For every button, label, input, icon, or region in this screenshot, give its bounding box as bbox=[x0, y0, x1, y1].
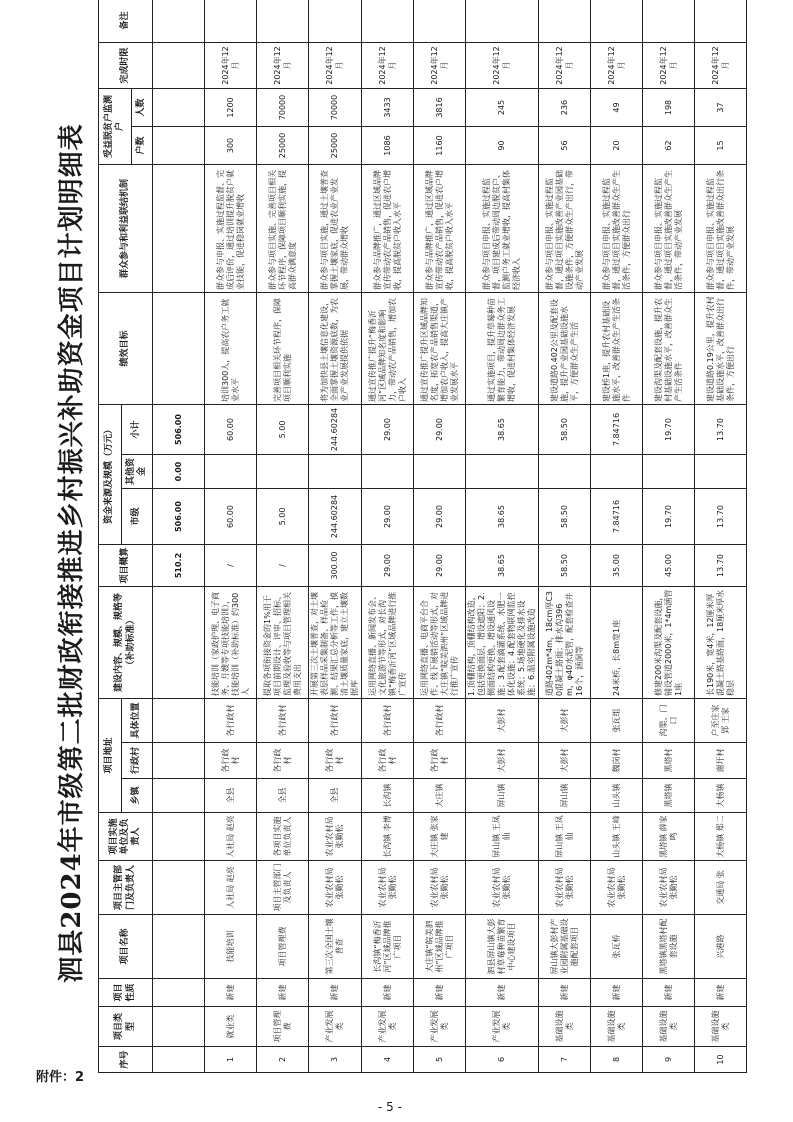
cell-other bbox=[257, 455, 309, 489]
cell-seq: 1 bbox=[205, 1047, 257, 1073]
cell-households: 56 bbox=[539, 127, 591, 165]
cell-seq: 2 bbox=[257, 1047, 309, 1073]
cell-unit: 各项目实施单位负责人 bbox=[257, 813, 309, 861]
cell-households: 90 bbox=[466, 127, 539, 165]
cell-content: 道路402m*4m，18cm厚C30混凝土路面；排水沟396m，φ40水泥管，配套检查井16个，涵洞等 bbox=[539, 587, 591, 699]
cell-name: 第三次全国土壤普查 bbox=[309, 915, 362, 979]
cell-name: 泗县屏山镇大彭村草莓种苗繁育中心建设项目 bbox=[466, 915, 539, 979]
cell-persons: 70000 bbox=[257, 88, 309, 126]
cell-name: 长沟镇“梅香沂河”区域品牌推广项目 bbox=[362, 915, 414, 979]
cell-township: 长沟镇 bbox=[362, 779, 414, 813]
cell-village: 大彭村 bbox=[466, 743, 539, 779]
cell-unit: 大庄镇 张家建 bbox=[414, 813, 466, 861]
cell-deadline: 2024年12月 bbox=[695, 42, 747, 88]
cell-nature: 新建 bbox=[695, 979, 747, 1007]
cell-remark bbox=[362, 0, 414, 42]
header-households: 户数 bbox=[132, 127, 153, 165]
cell-seq: 6 bbox=[466, 1047, 539, 1073]
cell-content: 修建200米沟渠及配套设施，铺设管道2000米，1*4m涵管1座 bbox=[643, 587, 695, 699]
rotated-table-sheet bbox=[46, 11, 746, 1073]
cell-other bbox=[205, 455, 257, 489]
cell-dept: 人社局 赵亮 bbox=[205, 861, 257, 915]
cell-deadline: 2024年12月 bbox=[591, 42, 643, 88]
cell-remark bbox=[257, 0, 309, 42]
cell-budget: 29.00 bbox=[362, 545, 414, 587]
cell-goal: 将为加快县土壤信息化建设，全面掌握土壤资源底数，为农业产业发展提供依据 bbox=[309, 293, 362, 405]
cell-township: 全县 bbox=[257, 779, 309, 813]
cell-goal: 建设沟渠及配套设施，提升农村基础设施水平，改善群众生产生活条件 bbox=[643, 293, 695, 405]
cell-deadline: 2024年12月 bbox=[257, 42, 309, 88]
cell-city: 29.00 bbox=[414, 489, 466, 545]
cell-site: 各行政村 bbox=[309, 699, 362, 743]
cell-goal: 通过宣传推广提升区域品牌知名度，拓宽农产品销售渠道，增加农户收入，提高大庄镇产业发展水平 bbox=[414, 293, 466, 405]
cell-mechanism: 群众参与项目实施，通过土壤普查掌握土壤家底，促进农业产业发展，带动群众增收 bbox=[309, 165, 362, 293]
table-row bbox=[539, 0, 591, 1073]
cell-nature: 新建 bbox=[309, 979, 362, 1007]
cell-site: 各行政村 bbox=[205, 699, 257, 743]
cell-nature: 新建 bbox=[591, 979, 643, 1007]
cell-subtotal: 60.00 bbox=[205, 405, 257, 455]
cell-site: 张瓦组 bbox=[591, 699, 643, 743]
cell-content: 运用网络直播、电商平台合作、线下展销活动等形式，对大庄镇“皖美泗州”区域品牌进行推广宣传 bbox=[414, 587, 466, 699]
cell-deadline: 2024年12月 bbox=[309, 42, 362, 88]
header-city: 市级 bbox=[122, 489, 153, 545]
cell-type: 产业发展类 bbox=[466, 1007, 539, 1047]
cell-subtotal: 29.00 bbox=[362, 405, 414, 455]
cell-persons: 3816 bbox=[414, 88, 466, 126]
cell-mechanism: 群众参与品牌推广，通过区域品牌宣传带动农产品销售，促进农户增收，提高脱贫户收入水平 bbox=[414, 165, 466, 293]
cell-budget: 38.65 bbox=[466, 545, 539, 587]
cell-unit: 山头镇 王峰 bbox=[591, 813, 643, 861]
cell-dept: 农业农村局 张勤松 bbox=[643, 861, 695, 915]
cell-subtotal: 38.65 bbox=[466, 405, 539, 455]
cell-township: 山头镇 bbox=[591, 779, 643, 813]
cell-remark bbox=[414, 0, 466, 42]
cell-village: 各行政村 bbox=[309, 743, 362, 779]
cell-village: 魏岗村 bbox=[591, 743, 643, 779]
cell-type: 产业发展类 bbox=[362, 1007, 414, 1047]
cell-village: 黑塔村 bbox=[643, 743, 695, 779]
cell-deadline: 2024年12月 bbox=[539, 42, 591, 88]
cell-persons: 245 bbox=[466, 88, 539, 126]
attachment-label: 附件：2 bbox=[36, 1070, 85, 1085]
cell-village: 各行政村 bbox=[257, 743, 309, 779]
project-plan-table bbox=[98, 0, 747, 1073]
header-deadline: 完成时限 bbox=[99, 42, 153, 88]
cell-deadline: 2024年12月 bbox=[362, 42, 414, 88]
cell-city: 5.00 bbox=[257, 489, 309, 545]
cell-dept: 农业农村局 张勤松 bbox=[362, 861, 414, 915]
cell-persons: 198 bbox=[643, 88, 695, 126]
cell-households: 1086 bbox=[362, 127, 414, 165]
header-remark: 备注 bbox=[99, 0, 153, 42]
cell-site: 各行政村 bbox=[257, 699, 309, 743]
cell-village: 谢圩村 bbox=[695, 743, 747, 779]
cell-township: 屏山镇 bbox=[539, 779, 591, 813]
cell-content: 24米桥，长8m宽1座 bbox=[591, 587, 643, 699]
header-mechanism: 群众参与和利益联结机制 bbox=[99, 165, 153, 293]
table-row bbox=[205, 0, 257, 1073]
header-unit: 项目实施单位及负责人 bbox=[99, 813, 153, 861]
cell-township: 全县 bbox=[309, 779, 362, 813]
table-row bbox=[414, 0, 466, 1073]
cell-mechanism: 群众参与项目申报、实施过程监督，通过项目实施改善群众生产生活条件，方便群众出行 bbox=[591, 165, 643, 293]
cell-type: 产业发展类 bbox=[309, 1007, 362, 1047]
total-subtotal: 506.00 bbox=[153, 405, 205, 455]
cell-mechanism: 群众参与项目申报、实施过程监督，项目建成后带动周边脱贫户、监测户务工就业增收，提高村集体经济收入 bbox=[466, 165, 539, 293]
header-name: 项目名称 bbox=[99, 915, 153, 979]
cell-deadline: 2024年12月 bbox=[466, 42, 539, 88]
total-row bbox=[153, 0, 205, 1073]
header-village: 行政村 bbox=[122, 743, 153, 779]
cell-city: 7.84716 bbox=[591, 489, 643, 545]
cell-township: 大杨镇 bbox=[695, 779, 747, 813]
cell-other bbox=[643, 455, 695, 489]
cell-unit: 屏山镇 王凤仙 bbox=[539, 813, 591, 861]
cell-nature: 新建 bbox=[362, 979, 414, 1007]
header-goal: 绩效目标 bbox=[99, 293, 153, 405]
cell-households: 25000 bbox=[309, 127, 362, 165]
cell-content: 技能培训（家政护理、电子商务、月嫂等专项技能培训），技能培训（补助标准）约300人 bbox=[205, 587, 257, 699]
cell-seq: 9 bbox=[643, 1047, 695, 1073]
cell-persons: 37 bbox=[695, 88, 747, 126]
cell-city: 19.70 bbox=[643, 489, 695, 545]
cell-township: 屏山镇 bbox=[466, 779, 539, 813]
cell-goal: 建设桥1座，提升农村基础设施水平，改善群众生产生活条件 bbox=[591, 293, 643, 405]
table-row bbox=[643, 0, 695, 1073]
table-row bbox=[309, 0, 362, 1073]
cell-subtotal: 19.70 bbox=[643, 405, 695, 455]
cell-households: 300 bbox=[205, 127, 257, 165]
cell-village: 各行政村 bbox=[414, 743, 466, 779]
cell-site: 大彭村 bbox=[539, 699, 591, 743]
cell-township: 大庄镇 bbox=[414, 779, 466, 813]
header-type: 项目类型 bbox=[99, 1007, 153, 1047]
table-row bbox=[591, 0, 643, 1073]
table-row bbox=[466, 0, 539, 1073]
cell-subtotal: 7.84716 bbox=[591, 405, 643, 455]
cell-township: 全县 bbox=[205, 779, 257, 813]
cell-budget: / bbox=[205, 545, 257, 587]
cell-seq: 10 bbox=[695, 1047, 747, 1073]
cell-seq: 3 bbox=[309, 1047, 362, 1073]
cell-dept: 交通局 张 bbox=[695, 861, 747, 915]
cell-city: 38.65 bbox=[466, 489, 539, 545]
header-other: 其他资金 bbox=[122, 455, 153, 489]
header-persons: 人数 bbox=[132, 88, 153, 126]
cell-persons: 3433 bbox=[362, 88, 414, 126]
cell-households: 20 bbox=[591, 127, 643, 165]
cell-village: 大彭村 bbox=[539, 743, 591, 779]
cell-nature: 新建 bbox=[643, 979, 695, 1007]
cell-other bbox=[362, 455, 414, 489]
cell-dept: 项目主管部门及负责人 bbox=[257, 861, 309, 915]
cell-deadline: 2024年12月 bbox=[643, 42, 695, 88]
table-row bbox=[362, 0, 414, 1073]
cell-mechanism: 群众参与项目申报、实施过程监督，通过项目实施改善群众出行条件，带动产业发展 bbox=[695, 165, 747, 293]
document-title: 泗县2024年市级第二批财政衔接推进乡村振兴补助资金项目计划明细表 bbox=[57, 123, 87, 983]
table-row bbox=[695, 0, 747, 1073]
cell-village: 各行政村 bbox=[205, 743, 257, 779]
cell-budget: 13.70 bbox=[695, 545, 747, 587]
cell-unit: 大杨镇 郑二 bbox=[695, 813, 747, 861]
cell-persons: 49 bbox=[591, 88, 643, 126]
cell-dept: 农业农村局 张勤松 bbox=[309, 861, 362, 915]
cell-name: 大庄镇“皖美泗州”区域品牌推广项目 bbox=[414, 915, 466, 979]
cell-mechanism: 群众参与项目实施、完善项目相关环节程序，保障项目顺利实施，提高群众满意度 bbox=[257, 165, 309, 293]
cell-budget: / bbox=[257, 545, 309, 587]
cell-seq: 8 bbox=[591, 1047, 643, 1073]
cell-remark bbox=[205, 0, 257, 42]
cell-remark bbox=[539, 0, 591, 42]
header-dept: 项目主管部门及负责人 bbox=[99, 861, 153, 915]
total-city: 506.00 bbox=[153, 489, 205, 545]
header-benefit: 受益脱贫户监测户 bbox=[99, 88, 132, 164]
cell-budget: 35.00 bbox=[591, 545, 643, 587]
cell-persons: 70000 bbox=[309, 88, 362, 126]
cell-nature: 新建 bbox=[257, 979, 309, 1007]
cell-persons: 236 bbox=[539, 88, 591, 126]
cell-content: 长190米，宽4米，12厘米厚混凝土路基路面，18厘米厚水稳层 bbox=[695, 587, 747, 699]
cell-other bbox=[466, 455, 539, 489]
cell-seq: 4 bbox=[362, 1047, 414, 1073]
cell-seq: 5 bbox=[414, 1047, 466, 1073]
cell-dept: 农业农村局 张勤松 bbox=[539, 861, 591, 915]
cell-content: 运用网络直播、新闻发布会、文化旅游节等形式，对长沟镇“梅香沂河”区域品牌进行推广宣传 bbox=[362, 587, 414, 699]
cell-city: 29.00 bbox=[362, 489, 414, 545]
header-nature: 项目性质 bbox=[99, 979, 153, 1007]
cell-budget: 29.00 bbox=[414, 545, 466, 587]
header-budget: 项目概算 bbox=[99, 545, 153, 587]
cell-goal: 建设道路0.19公里，提升农村基础设施水平，改善群众出行条件，方便出行 bbox=[695, 293, 747, 405]
cell-remark bbox=[309, 0, 362, 42]
cell-subtotal: 13.70 bbox=[695, 405, 747, 455]
cell-goal: 培训300人，提高农户务工就业水平 bbox=[205, 293, 257, 405]
cell-remark bbox=[591, 0, 643, 42]
cell-unit: 屏山镇 王凤仙 bbox=[466, 813, 539, 861]
cell-city: 58.50 bbox=[539, 489, 591, 545]
cell-subtotal: 58.50 bbox=[539, 405, 591, 455]
cell-other bbox=[309, 455, 362, 489]
cell-site: 沟渠、门口 bbox=[643, 699, 695, 743]
cell-other bbox=[539, 455, 591, 489]
cell-type: 产业发展类 bbox=[414, 1007, 466, 1047]
cell-name: 技能培训 bbox=[205, 915, 257, 979]
cell-budget: 45.00 bbox=[643, 545, 695, 587]
cell-households: 62 bbox=[643, 127, 695, 165]
cell-goal: 通过宣传推广提升“梅香沂河”区域品牌知名度和影响力，带动农产品销售，增加农户收入 bbox=[362, 293, 414, 405]
cell-mechanism: 群众参与项目申报、实施过程监督，通过项目实施改善产业园基础设施条件，方便群众生产出行，带动产业发展 bbox=[539, 165, 591, 293]
cell-dept: 农业农村局 张勤松 bbox=[414, 861, 466, 915]
cell-name: 项目管理费 bbox=[257, 915, 309, 979]
cell-type: 基础设施类 bbox=[643, 1007, 695, 1047]
cell-township: 黑塔镇 bbox=[643, 779, 695, 813]
cell-name: 屏山镇大彭村产业园附属基础设施配套项目 bbox=[539, 915, 591, 979]
page-number: - 5 - bbox=[378, 1100, 402, 1114]
cell-remark bbox=[466, 0, 539, 42]
cell-other bbox=[414, 455, 466, 489]
header-fund-scale: 资金来源及规模（万元） bbox=[99, 405, 122, 545]
cell-type: 基础设施类 bbox=[695, 1007, 747, 1047]
cell-goal: 通过实施项目，提升草莓种苗繁育能力，带动周边群众务工增收，促进村集体经济发展 bbox=[466, 293, 539, 405]
cell-site: 各行政村 bbox=[362, 699, 414, 743]
cell-content: 提取各项衔接资金的1%用于项目前期设计、评审、招标、监理及验收等与项目管理相关费用支出 bbox=[257, 587, 309, 699]
cell-households: 15 bbox=[695, 127, 747, 165]
cell-village: 各行政村 bbox=[362, 743, 414, 779]
table-row bbox=[257, 0, 309, 1073]
cell-city: 13.70 bbox=[695, 489, 747, 545]
cell-dept: 农业农村局 张勤松 bbox=[591, 861, 643, 915]
cell-city: 60.00 bbox=[205, 489, 257, 545]
cell-nature: 新建 bbox=[205, 979, 257, 1007]
header-township: 乡镇 bbox=[122, 779, 153, 813]
cell-unit: 人社局 赵亮 bbox=[205, 813, 257, 861]
cell-city: 244.60284 bbox=[309, 489, 362, 545]
cell-goal: 完善项目相关环节程序，保障项目顺利实施 bbox=[257, 293, 309, 405]
cell-site: 户至庄家郢 王家 bbox=[695, 699, 747, 743]
cell-content: 1.顶棚结构，顶棚结构改造，包括更换面层，增设遮阳；2.侧面结构更换、增设通风设施；3.配套滴灌系统、水肥一体化设施；4.配套物联网监控系统；5.场地硬化及排水设施；6.温室附属设施改造 bbox=[466, 587, 539, 699]
cell-name: 黑塔镇黑塔村配套设施 bbox=[643, 915, 695, 979]
cell-remark bbox=[643, 0, 695, 42]
cell-remark bbox=[695, 0, 747, 42]
header-site: 具体位置 bbox=[122, 699, 153, 743]
total-budget: 510.2 bbox=[153, 545, 205, 587]
cell-site: 各行政村 bbox=[414, 699, 466, 743]
cell-unit: 长沟镇 李博 bbox=[362, 813, 414, 861]
cell-other bbox=[591, 455, 643, 489]
cell-seq: 7 bbox=[539, 1047, 591, 1073]
header-location: 项目地址 bbox=[99, 699, 122, 813]
header-subtotal: 小计 bbox=[122, 405, 153, 455]
cell-name: 张瓦桥 bbox=[591, 915, 643, 979]
cell-subtotal: 244.60284 bbox=[309, 405, 362, 455]
cell-mechanism: 群众参与项目申报、实施过程监督，通过项目实施改善群众生产生活条件，带动产业发展 bbox=[643, 165, 695, 293]
cell-households: 25000 bbox=[257, 127, 309, 165]
cell-type: 基础设施类 bbox=[591, 1007, 643, 1047]
cell-deadline: 2024年12月 bbox=[414, 42, 466, 88]
cell-type: 就业类 bbox=[205, 1007, 257, 1047]
cell-dept: 农业农村局 张勤松 bbox=[466, 861, 539, 915]
cell-site: 大彭村 bbox=[466, 699, 539, 743]
cell-unit: 黑塔镇 薛家鸣 bbox=[643, 813, 695, 861]
cell-content: 开展第三次土壤普查，对土壤表层样品采集制备、样品检测、结果汇总分析等工作，摸清土壤质量家底，建立土壤数据库 bbox=[309, 587, 362, 699]
cell-mechanism: 群众参与品牌推广，通过区域品牌宣传带动农产品销售，促进农户增收，提高脱贫户收入水平 bbox=[362, 165, 414, 293]
header-seq: 序号 bbox=[99, 1047, 153, 1073]
cell-type: 基础设施类 bbox=[539, 1007, 591, 1047]
cell-budget: 58.50 bbox=[539, 545, 591, 587]
cell-goal: 建设道路0.402公里及配套设施，提升产业园基础设施水平，方便群众生产生活 bbox=[539, 293, 591, 405]
cell-type: 项目管理费 bbox=[257, 1007, 309, 1047]
cell-mechanism: 群众参与申报、实施过程监督、完成后评价，通过培训提升脱贫户就业技能，促进稳岗就业增收 bbox=[205, 165, 257, 293]
cell-name: 兴港路 bbox=[695, 915, 747, 979]
cell-unit: 农业农村局 张勤松 bbox=[309, 813, 362, 861]
cell-subtotal: 29.00 bbox=[414, 405, 466, 455]
cell-other bbox=[695, 455, 747, 489]
cell-persons: 1200 bbox=[205, 88, 257, 126]
cell-deadline: 2024年12月 bbox=[205, 42, 257, 88]
cell-nature: 新建 bbox=[466, 979, 539, 1007]
cell-households: 1160 bbox=[414, 127, 466, 165]
cell-subtotal: 5.00 bbox=[257, 405, 309, 455]
cell-nature: 新建 bbox=[414, 979, 466, 1007]
header-content: 建设内容、规模、规格等（补助标准） bbox=[99, 587, 153, 699]
cell-budget: 300.00 bbox=[309, 545, 362, 587]
cell-nature: 新建 bbox=[539, 979, 591, 1007]
total-other: 0.00 bbox=[153, 455, 205, 489]
